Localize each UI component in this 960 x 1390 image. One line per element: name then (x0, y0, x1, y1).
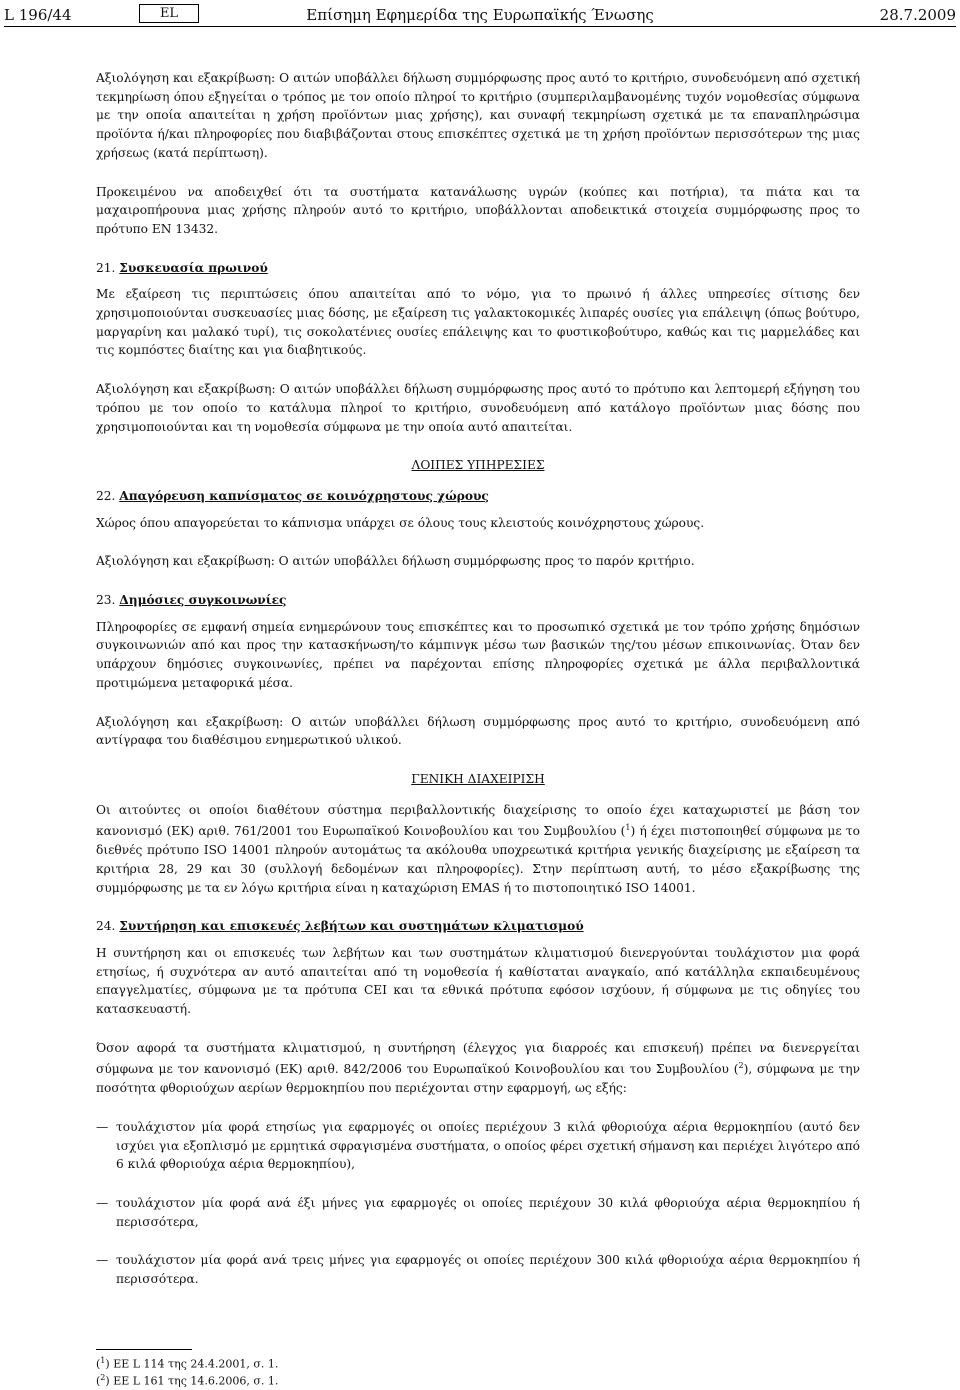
page-number: L 196/44 (4, 6, 72, 24)
section-number: 24. (96, 919, 116, 934)
footnote-text: ΕΕ L 114 της 24.4.2001, σ. 1. (113, 1357, 279, 1371)
footnote-text: ΕΕ L 161 της 14.6.2006, σ. 1. (113, 1374, 279, 1388)
list-item (96, 1194, 860, 1231)
footnote-2: ($^2$) ΕΕ L 161 της 14.6.2006, σ. 1. (96, 1373, 279, 1388)
paragraph: Πληροφορίες σε εμφανή σημεία ενημερώνουν τους επισκέπτες και το προσωπικό σχετικά με τον τρόπο χρήσης δημόσιων συγκοινωνιών από και προς την κατασκήνωση/το κάμπινγκ μέσω των βασικών της/του μέσων επικοινωνίας. Όταν δεν υπάρχουν δημόσιες συγκοινωνίες, πρέπει να παρέχονται επίσης πληροφορίες σχετικά με άλλα περιβαλλοντικά προτιμώμενα μεταφορικά μέσα. (96, 619, 860, 690)
paragraph: Χώρος όπου απαγορεύεται το κάπνισμα υπάρχει σε όλους τους κλειστούς κοινόχρηστους χώρους. (96, 515, 705, 530)
section-heading-24 (96, 917, 860, 936)
section-number: 23. (96, 593, 116, 608)
section-number: 22. (96, 488, 116, 503)
dash-marker: — (96, 1196, 109, 1211)
footnote-1: ($^1$) ΕΕ L 114 της 24.4.2001, σ. 1. (96, 1356, 279, 1371)
list-item (96, 1251, 860, 1288)
section-title: Απαγόρευση καπνίσματος σε κοινόχρηστους χώρους (119, 488, 489, 503)
section-heading-22 (96, 487, 860, 506)
header-rule (4, 26, 956, 27)
document-body (96, 69, 860, 1309)
paragraph: Προκειμένου να αποδειχθεί ότι τα συστήματα κατανάλωσης υγρών (κούπες και ποτήρια), τα πιάτα και τα μαχαιροπήρουνα μιας χρήσης πληρούν αυτό το κριτήριο, υποβάλλονται αποδεικτικά στοιχεία συμμόρφωσης προς το πρότυπο EN 13432. (96, 184, 860, 236)
paragraph: Αξιολόγηση και εξακρίβωση: Ο αιτών υποβάλλει δήλωση συμμόρφωσης προς το παρόν κριτήριο. (96, 554, 695, 569)
footnote-number: 1 (100, 1356, 106, 1365)
text: ) ή έχει πιστοποιηθεί σύμφωνα με το διεθνές πρότυπο ISO 14001 πληρούν αυτομάτως τα ακόλουθα υποχρεωτικά κριτήρια γενικής διαχείρισης με εξαίρεση τα κριτήρια 28, 29 και 30 (συλλογή δεδομένων και πληροφορίες). Στην περίπτωση αυτή, το μέσο εξακρίβωσης της συμμόρφωσης με τα εν λόγω κριτήρια είναι η καταχώριση EMAS ή το πιστοποιητικό ISO 14001. (96, 824, 860, 895)
paragraph: Με εξαίρεση τις περιπτώσεις όπου απαιτείται από το νόμο, για το πρωινό ή άλλες υπηρεσίες σίτισης δεν χρησιμοποιούνται συσκευασίες μιας δόσης, με εξαίρεση τις γαλακτοκομικές λιπαρές ουσίες για επάλειψη (όπως βούτυρο, μαργαρίνη και μαλακό τυρί), τις σοκολατένιες ουσίες επάλειψης και το φυστικοβούτυρο, καθώς και τις μαρμελάδες και τις κομπόστες διαίτης και για διαβητικούς. (96, 287, 860, 358)
list-item (96, 1118, 860, 1174)
footnote-ref[interactable]: 1 (625, 823, 631, 833)
paragraph: Αξιολόγηση και εξακρίβωση: Ο αιτών υποβάλλει δήλωση συμμόρφωσης προς αυτό το πρότυπο και λεπτομερή εξήγηση του τρόπου με τον οποίο το κατάλυμα πληροί το κριτήριο, συνοδευόμενη από κατάλογο προϊόντων μιας δόσης που χρησιμοποιούνται και τη νομοθεσία σύμφωνα με την οποία αυτό απαιτείται. (96, 382, 860, 434)
language-box: EL (139, 4, 199, 23)
paragraph: Αξιολόγηση και εξακρίβωση: Ο αιτών υποβάλλει δήλωση συμμόρφωσης προς αυτό το κριτήριο, συνοδευόμενη από σχετική τεκμηρίωση όπου εξηγείται ο τρόπος με τον οποίο πληροί το κριτήριο (συμπεριλαμβανομένης τυχόν νομοθεσίας σύμφωνα με την οποία απαιτείται η χρήση προϊόντων μιας χρήσης), και συναφή τεκμηρίωση σχετικά με τα επαναπληρώσιμα προϊόντα ή/και πληροφορίες που διαβιβάζονται στους επισκέπτες σχετικά με τη χρήση προϊόντων περισσότερων της μιας χρήσεως (κατά περίπτωση). (96, 71, 860, 160)
section-heading-23 (96, 591, 860, 610)
footnote-rule (96, 1349, 192, 1350)
text: ), σύμφωνα με την ποσότητα φθοριούχων αερίων θερμοκηπίου που περιέχονται στην εφαρμογή, ως εξής: (96, 1062, 860, 1096)
dash-marker: — (96, 1253, 109, 1268)
footnote-number: 2 (100, 1373, 106, 1382)
issue-date: 28.7.2009 (879, 6, 956, 24)
paragraph: Η συντήρηση και οι επισκευές των λεβήτων και των συστημάτων κλιματισμού διενεργούνται τουλάχιστον μια φορά ετησίως, ή συχνότερα αν αυτό απαιτείται από τη νομοθεσία ή καθίσταται αναγκαίο, από κατάλληλα εκπαιδευμένους επαγγελματίες, σύμφωνα με τα πρότυπα CEI και τα εθνικά πρότυπα εφόσον ισχύουν, ή σύμφωνα με τις οδηγίες του κατασκευαστή. (96, 945, 860, 1017)
section-title: Δημόσιες συγκοινωνίες (119, 593, 287, 608)
paragraph: Αξιολόγηση και εξακρίβωση: Ο αιτών υποβάλλει δήλωση συμμόρφωσης προς αυτό το κριτήριο, συνοδευόμενη από αντίγραφα του διαθέσιμου ενημερωτικού υλικού. (96, 714, 860, 748)
section-number: 21. (96, 260, 116, 275)
list-item-text: τουλάχιστον μία φορά ανά τρεις μήνες για εφαρμογές οι οποίες περιέχουν 300 κιλά φθοριούχα αέρια θερμοκηπίου ή περισσότερα. (116, 1253, 860, 1287)
section-heading-21 (96, 259, 860, 278)
heading-general-management: ΓΕΝΙΚΗ ΔΙΑΧΕΙΡΙΣΗ (411, 771, 545, 786)
section-title: Συσκευασία πρωινού (119, 260, 268, 275)
journal-title: Επίσημη Εφημερίδα της Ευρωπαϊκής Ένωσης (306, 6, 654, 24)
paragraph (96, 801, 860, 898)
dash-marker: — (96, 1119, 109, 1134)
list-item-text: τουλάχιστον μία φορά ετησίως για εφαρμογές οι οποίες περιέχουν 3 κιλά φθοριούχα αέρια θερμοκηπίου (αυτό δεν ισχύει για εξοπλισμό με ερμητικά σφραγισμένα συστήματα, ο οποίος φέρει σχετική σήμανση και περιέχει λιγότερο από 6 κιλά φθοριούχα αέρια θερμοκηπίου), (116, 1119, 860, 1172)
heading-other-services: ΛΟΙΠΕΣ ΥΠΗΡΕΣΙΕΣ (411, 458, 545, 473)
text: Οι αιτούντες οι οποίοι διαθέτουν σύστημα περιβαλλοντικής διαχείρισης το οποίο έχει καταχωριστεί με βάση τον κανονισμό (ΕΚ) αριθ. 761/2001 του Ευρωπαϊκού Κοινοβουλίου και του Συμβουλίου ( (96, 802, 860, 839)
text: Όσον αφορά τα συστήματα κλιματισμού, η συντήρηση (έλεγχος για διαρροές και επισκευή) πρέπει να διενεργείται σύμφωνα με τον κανονισμό (ΕΚ) αριθ. 842/2006 του Ευρωπαϊκού Κοινοβουλίου και του Συμβουλίου ( (96, 1040, 860, 1077)
paragraph (96, 1039, 860, 1098)
section-title: Συντήρηση και επισκευές λεβήτων και συστημάτων κλιματισμού (119, 919, 584, 934)
footnote-ref[interactable]: 2 (738, 1061, 744, 1071)
page-header (4, 4, 956, 28)
list-item-text: τουλάχιστον μία φορά ανά έξι μήνες για εφαρμογές οι οποίες περιέχουν 30 κιλά φθοριούχα αέρια θερμοκηπίου ή περισσότερα, (116, 1196, 860, 1229)
